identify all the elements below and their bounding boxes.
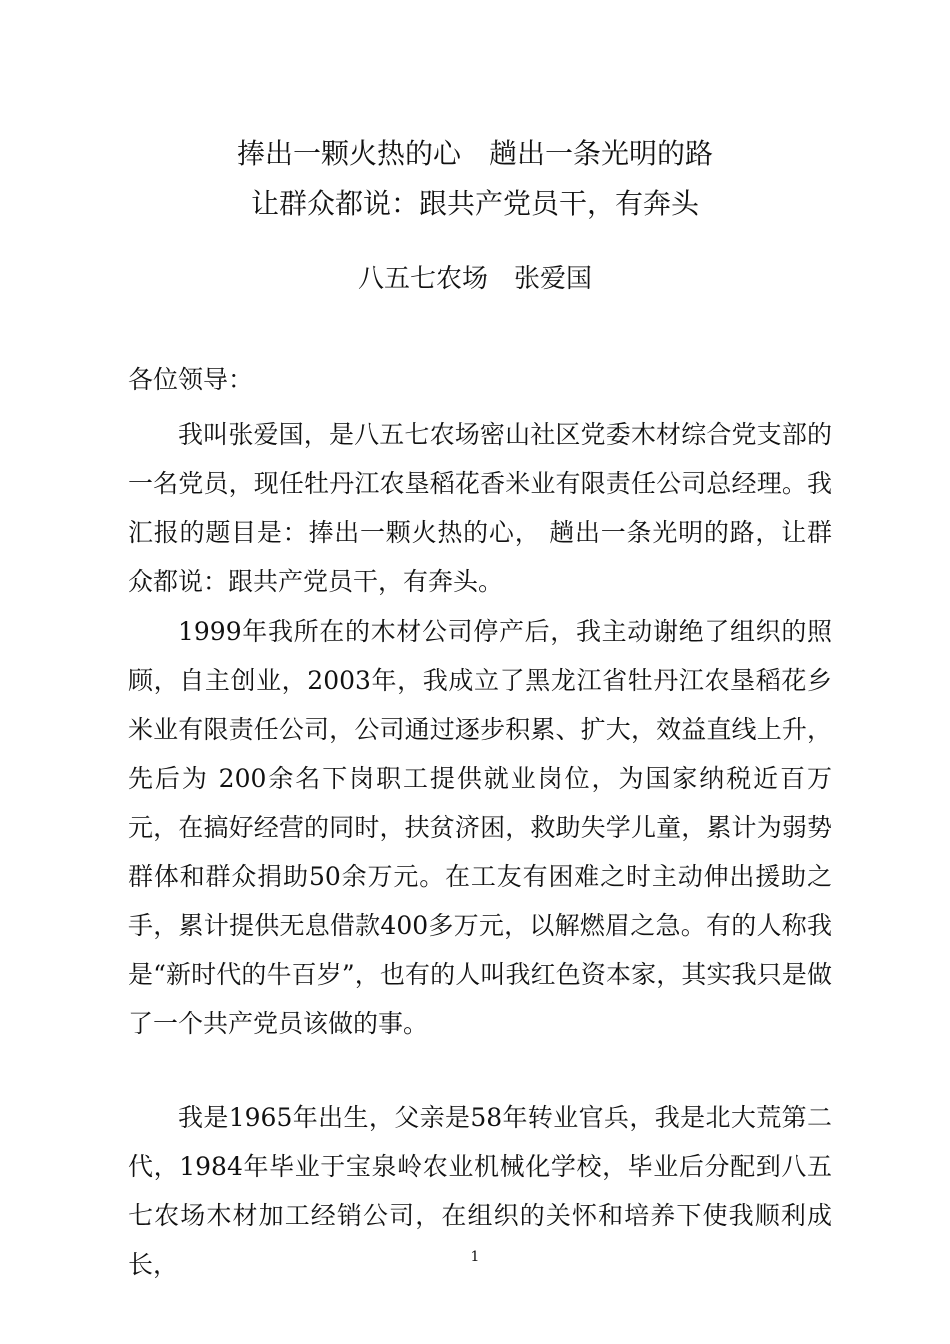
paragraph-introduction: 我叫张爱国，是八五七农场密山社区党委木材综合党支部的一名党员，现任牡丹江农垦稻花香米业有限责任公司总经理。我汇报的题目是：捧出一颗火热的心， 趟出一条光明的路，让群众都说：跟共产党员干，有奔头。 [128, 420, 832, 596]
page-number: 1 [470, 1249, 480, 1265]
author-byline: 八五七农场 张爱国 [357, 264, 592, 294]
document-title-line-1: 捧出一颗火热的心 趟出一条光明的路 [236, 137, 713, 170]
document-title-line-2: 让群众都说：跟共产党员干，有奔头 [250, 187, 699, 220]
paragraph-entrepreneurship: 1999年我所在的木材公司停产后，我主动谢绝了组织的照顾，自主创业，2003年，我成立了黑龙江省牡丹江农垦稻花乡米业有限责任公司，公司通过逐步积累、扩大，效益直线上升，先后为 200余名下岗职工提供就业岗位，为国家纳税近百万元，在搞好经营的同时，扶贫济困，救助失学儿童，累计为弱势群体和群众捐助50余万元。在工友有困难之时主动伸出援助之手，累计提供无息借款400多万元，以解燃眉之急。有的人称我是“新时代的牛百岁”，也有的人叫我红色资本家，其实我只是做了一个共产党员该做的事。 [128, 617, 832, 1038]
paragraph-background: 我是1965年出生，父亲是58年转业官兵，我是北大荒第二代，1984年毕业于宝泉岭农业机械化学校，毕业后分配到八五七农场木材加工经销公司，在组织的关怀和培养下使我顺利成长， [128, 1103, 832, 1279]
salutation: 各位领导： [128, 365, 254, 394]
